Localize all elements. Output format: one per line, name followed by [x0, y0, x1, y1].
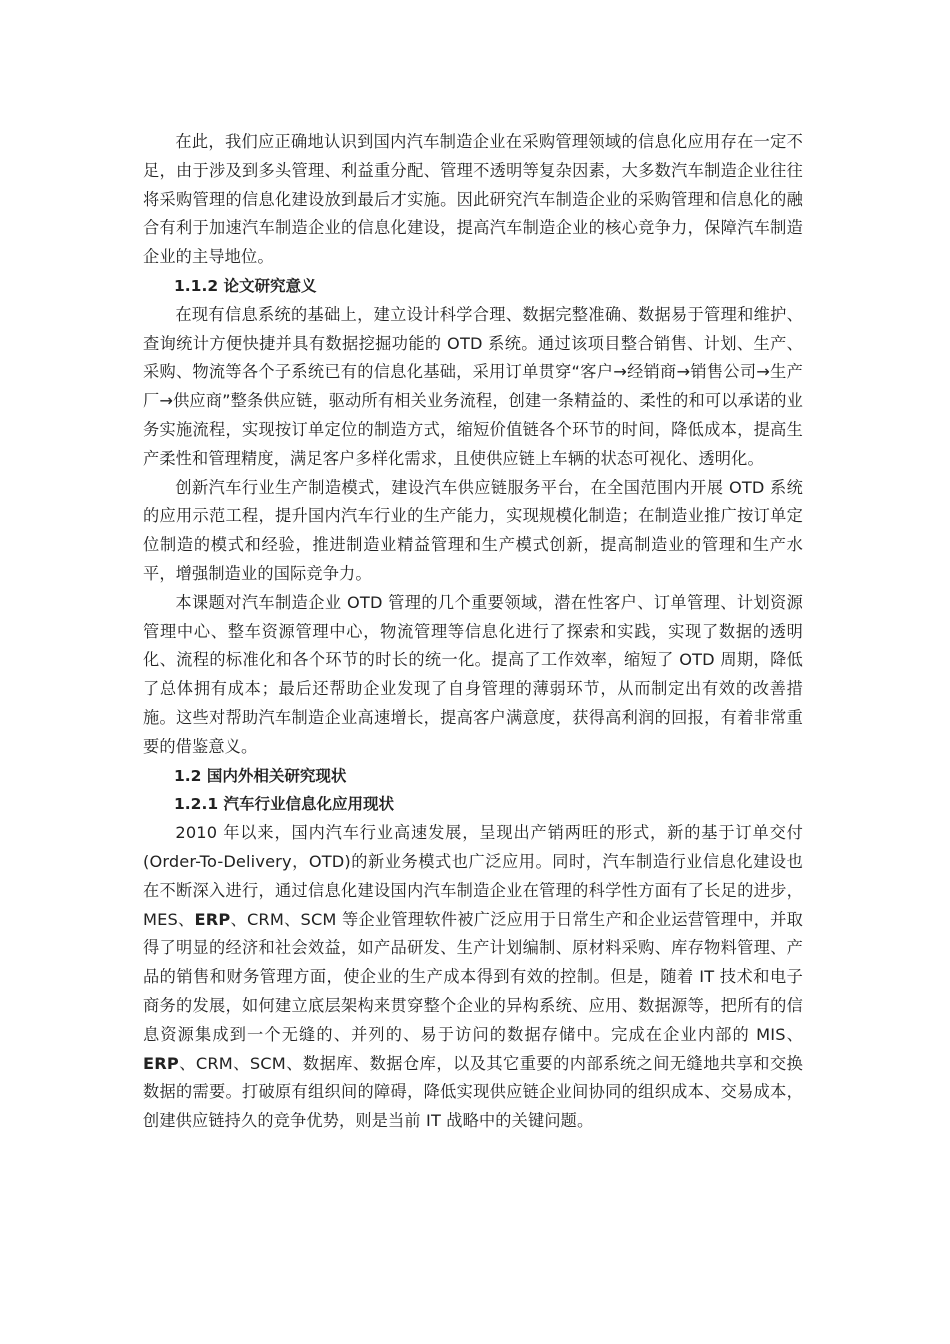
paragraph-text: 、CRM、SCM、数据库、数据仓库，以及其它重要的内部系统之间无缝地共享和交换数据的需要。打破原有组织间的障碍，降低实现供应链企业间协同的组织成本、交易成本，创建供应链持久的竞争优势，则是当前 IT 战略中的关键问题。	[143, 1053, 803, 1131]
section-heading: 1.1.2 论文研究意义	[174, 276, 317, 295]
section-heading: 1.2.1 汽车行业信息化应用现状	[174, 795, 395, 814]
paragraph: 本课题对汽车制造企业 OTD 管理的几个重要领域，潜在性客户、订单管理、计划资源管理中心、整车资源管理中心，物流管理等信息化进行了探索和实践，实现了数据的透明化、流程的标准化和各个环节的时长的统一化。提高了工作效率，缩短了 OTD 周期，降低了总体拥有成本；最后还帮助企业发现了自身管理的薄弱环节，从而制定出有效的改善措施。这些对帮助汽车制造企业高速增长，提高客户满意度，获得高利润的回报，有着非常重要的借鉴意义。	[143, 592, 803, 756]
paragraph: 在现有信息系统的基础上，建立设计科学合理、数据完整准确、数据易于管理和维护、查询统计方便快捷并具有数据挖掘功能的 OTD 系统。通过该项目整合销售、计划、生产、采购、物流等各个子系统已有的信息化基础，采用订单贯穿“客户→经销商→销售公司→生产厂→供应商”整条供应链，驱动所有相关业务流程，创建一条精益的、柔性的和可以承诺的业务实施流程，实现按订单定位的制造方式，缩短价值链各个环节的时间，降低成本，提高生产柔性和管理精度，满足客户多样化需求，且使供应链上车辆的状态可视化、透明化。	[143, 304, 803, 468]
paragraph-text: 、CRM、SCM 等企业管理软件被广泛应用于日常生产和企业运营管理中，并取得了明显的经济和社会效益，如产品研发、生产计划编制、原材料采购、库存物料管理、产品的销售和财务管理方面，使企业的生产成本得到有效的控制。但是，随着 IT 技术和电子商务的发展，如何建立底层架构来贯穿整个企业的异构系统、应用、数据源等，把所有的信息资源集成到一个无缝的、并列的、易于访问的数据存储中。完成在企业内部的 MIS、	[143, 909, 803, 1044]
section-heading: 1.2 国内外相关研究现状	[174, 766, 347, 785]
paragraph-text: 2010 年以来，国内汽车行业高速发展，呈现出产销两旺的形式，新的基于订单交付(Order-To-Delivery，OTD)的新业务模式也广泛应用。同时，汽车制造行业信息化建设也在不断深入进行，通过信息化建设国内汽车制造企业在管理的科学性方面有了长足的进步，MES、	[143, 823, 803, 929]
erp-term: ERP	[143, 1053, 179, 1073]
erp-term: ERP	[194, 909, 231, 929]
paragraph: 在此，我们应正确地认识到国内汽车制造企业在采购管理领域的信息化应用存在一定不足，由于涉及到多头管理、利益重分配、管理不透明等复杂因素，大多数汽车制造企业往往将采购管理的信息化建设放到最后才实施。因此研究汽车制造企业的采购管理和信息化的融合有利于加速汽车制造企业的信息化建设，提高汽车制造企业的核心竞争力，保障汽车制造企业的主导地位。	[143, 132, 803, 267]
document-page	[143, 128, 803, 1136]
paragraph: 创新汽车行业生产制造模式，建设汽车供应链服务平台，在全国范围内开展 OTD 系统的应用示范工程，提升国内汽车行业的生产能力，实现规模化制造；在制造业推广按订单定位制造的模式和经验，推进制造业精益管理和生产模式创新，提高制造业的管理和生产水平，增强制造业的国际竞争力。	[143, 477, 803, 583]
paragraph	[143, 819, 803, 1136]
